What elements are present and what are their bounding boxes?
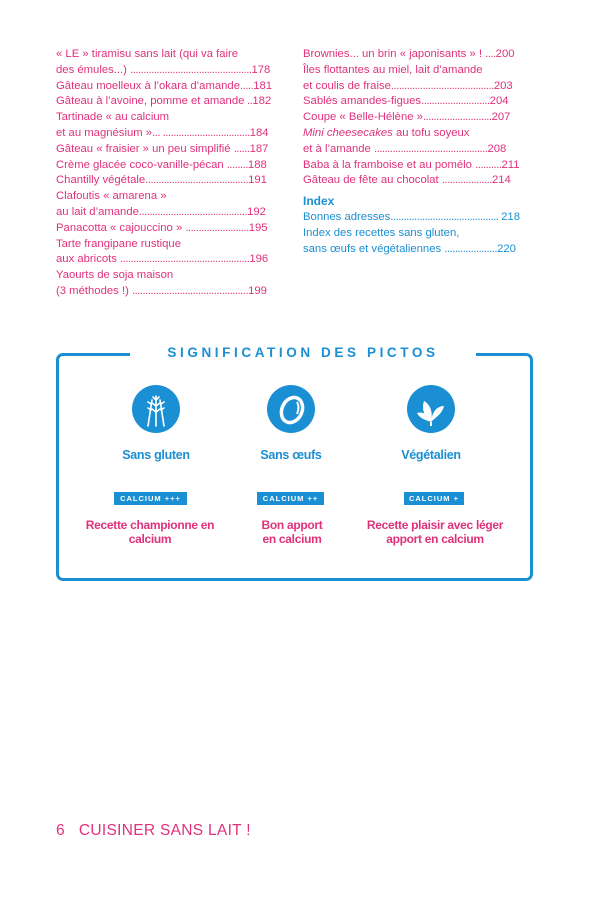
calcium-badge-3: CALCIUM +++ [114,492,187,505]
leaf-icon [406,384,456,434]
toc-page-number: 211 [501,158,520,171]
toc-line: Panacotta « cajouccino » ........................195 [56,221,268,234]
toc-page-number: 204 [489,95,509,108]
toc-page-number: 207 [491,111,511,124]
toc-page-number: 181 [253,79,273,92]
picto-label: Sans gluten [122,448,190,462]
toc-page-number: 188 [247,158,267,171]
toc-line: Coupe « Belle-Hélène »..........................207 [303,111,511,124]
toc-line: Yaourts de soja maison [56,269,174,282]
book-title: CUISINER SANS LAIT ! [78,822,251,839]
wheat-icon [131,384,181,434]
toc-page-number: 199 [248,284,267,297]
toc-line: Crème glacée coco-vanille-pécan ........188 [56,158,267,171]
calcium-desc-3: Recette championne en calcium [85,518,215,546]
toc-line: des émules...) ..............................................178 [56,63,271,76]
toc-line: Gâteau moelleux à l’okara d’amande.....181 [56,79,273,92]
toc-line: (3 méthodes !) ............................................199 [56,284,267,297]
toc-line: et au magnésium »... .................................184 [56,126,269,139]
picto-label: Sans œufs [260,448,322,462]
toc-line: Mini cheesecakes au tofu soyeux [303,126,470,139]
picto-label: Végétalien [401,448,461,462]
toc-line: Tarte frangipane rustique [56,237,181,250]
toc-line: Gâteau « fraisier » un peu simplifié ......187 [56,142,269,155]
calcium-desc-1: Recette plaisir avec léger apport en calcium [366,518,504,546]
legend-title: SIGNIFICATION DES PICTOS [130,343,476,363]
toc-line: et à l’amande ...........................................208 [303,142,507,155]
toc-line: Îles flottantes au miel, lait d’amande [303,63,483,76]
index-heading: Index [303,194,335,209]
toc-right-column [303,47,533,257]
toc-page-number: 195 [248,221,268,234]
toc-page-number: 196 [249,253,269,266]
toc-page-number: 218 [501,210,520,223]
picto-sans-oeufs [216,384,366,462]
calcium-desc-2: Bon apport en calcium [261,518,323,546]
toc-line: Gâteau à l’avoine, pomme et amande ..182 [56,95,272,108]
toc-page-number: 178 [251,63,271,76]
toc-page-number: 184 [249,126,269,139]
calcium-badge-2: CALCIUM ++ [257,492,324,505]
toc-page-number: 191 [248,174,267,187]
toc-line: aux abricots .................................................196 [56,253,269,266]
page-footer [56,822,251,840]
page-number: 6 [56,822,65,839]
toc-page-number: 208 [487,142,507,155]
toc-line: Sablés amandes-figues..........................204 [303,95,509,108]
toc-page-number: 200 [495,48,515,60]
toc-line: et coulis de fraise.......................................203 [303,79,513,92]
egg-icon [266,384,316,434]
calcium-badge-1: CALCIUM + [404,492,464,505]
toc-line: Gâteau de fête au chocolat ...................214 [303,174,511,187]
toc-line: Brownies... un brin « japonisants » ! ....200 [303,48,515,60]
toc-line: Bonnes adresses......................................... 218 [303,210,520,223]
toc-page-number: 182 [252,95,272,108]
toc-page-number: 220 [497,242,516,255]
toc-page-number: 187 [249,142,269,155]
picto-sans-gluten [81,384,231,462]
picto-vegetalien [356,384,506,462]
toc-page-number: 214 [491,174,511,187]
toc-left-column [56,47,288,300]
toc-line: au lait d’amande.........................................192 [56,205,266,218]
toc-line: « LE » tiramisu sans lait (qui va faire [56,48,239,60]
toc-line: Chantilly végétale.......................................191 [56,174,267,187]
toc-line: sans œufs et végétaliennes ....................220 [303,242,516,255]
toc-line: Index des recettes sans gluten, [303,226,460,239]
toc-page-number: 192 [247,205,266,218]
toc-line: Clafoutis « amarena » [56,190,167,203]
toc-line: Baba à la framboise et au pomélo ..........211 [303,158,520,171]
toc-line: Tartinade « au calcium [56,111,170,124]
toc-page-number: 203 [493,79,513,92]
